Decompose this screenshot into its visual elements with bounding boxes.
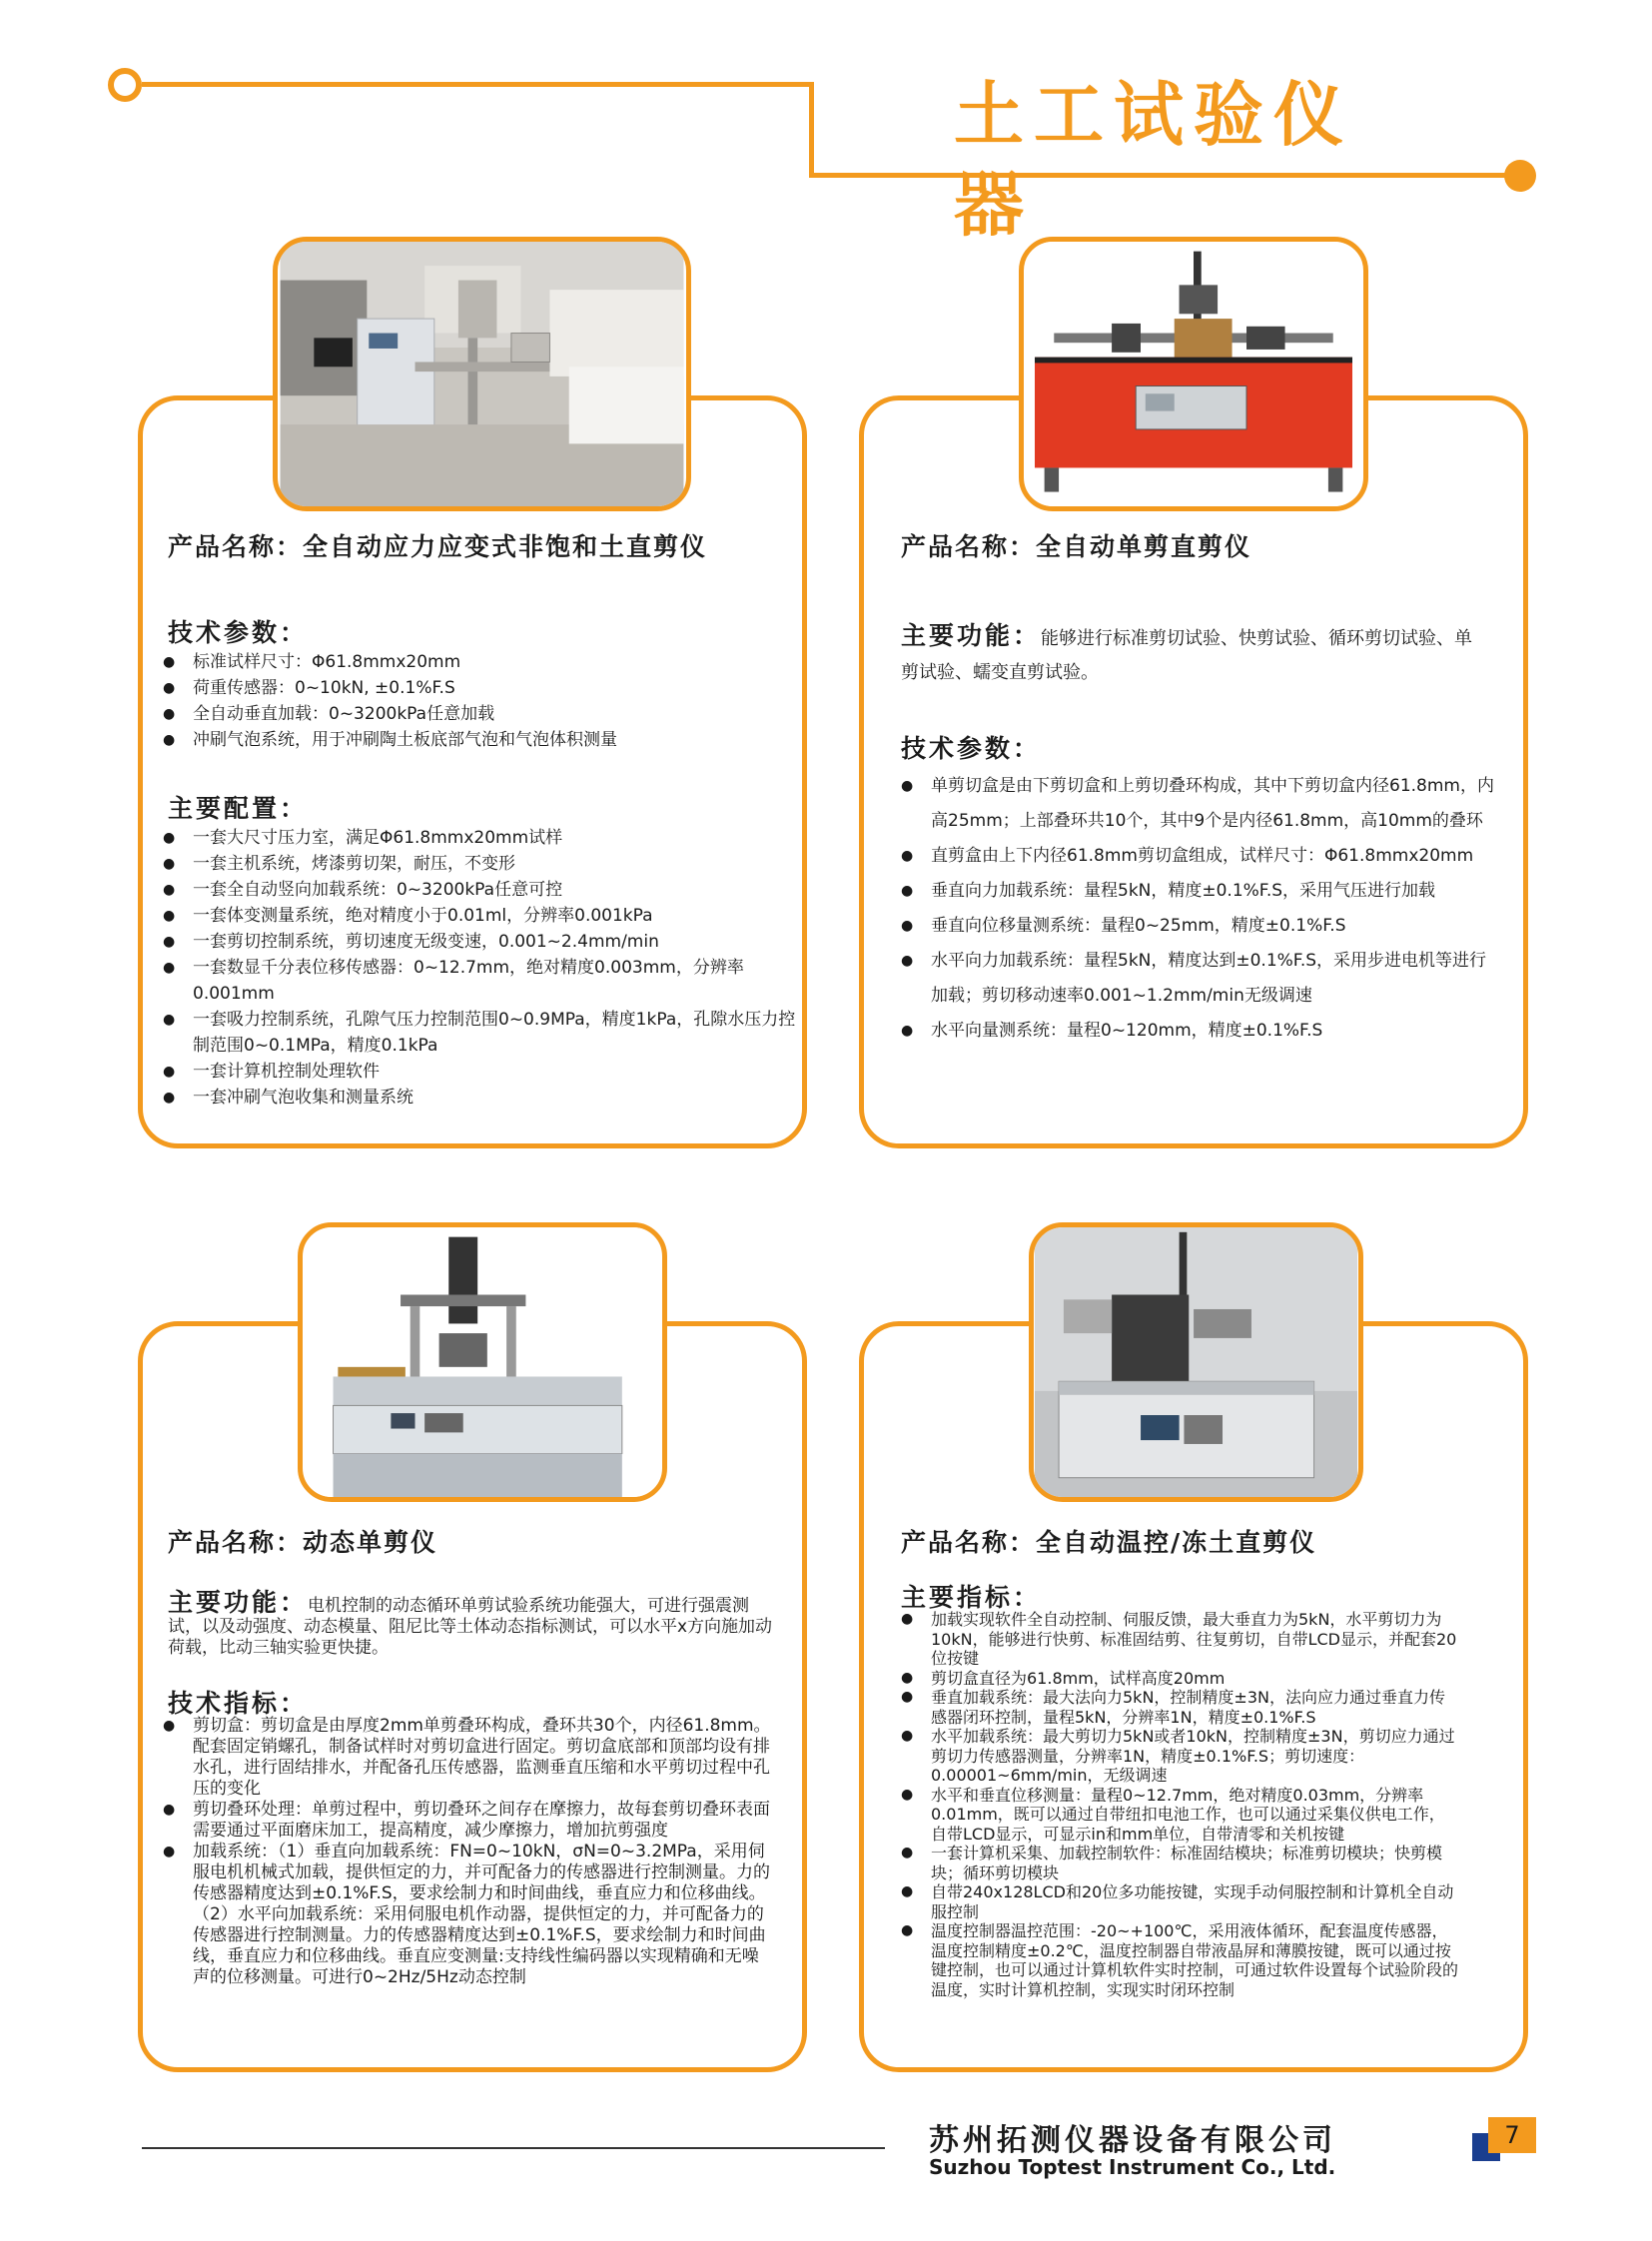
header-line-vertical [809,82,814,178]
list-item: ● 一套吸力控制系统，孔隙气压力控制范围0~0.9MPa，精度1kPa，孔隙水压力控制范围0~0.1MPa，精度0.1kPa [163,1007,797,1059]
product-3-section-title: 技术指标： [168,1689,309,1718]
lab-photo-image [278,242,686,506]
list-item: ● 垂直向位移量测系统：量程0~25mm，精度±0.1%F.S [901,909,1500,944]
page-title: 土工试验仪器 [954,74,1353,246]
product-4-section-title: 主要指标： [901,1583,1042,1612]
list-item: ● 水平向力加载系统：量程5kN，精度达到±0.1%F.S，采用步进电机等进行加载；剪切移动速率0.001~1.2mm/min无级调速 [901,944,1500,1014]
list-item: ● 垂直向力加载系统：量程5kN，精度±0.1%F.S，采用气压进行加载 [901,874,1500,909]
company-name-en: Suzhou Toptest Instrument Co., Ltd. [929,2155,1336,2179]
list-item: ● 水平加载系统：最大剪切力5kN或者10kN，控制精度±3N，剪切应力通过剪切力传感器测量，分辨率1N，精度±0.1%F.S；剪切速度：0.00001~6mm/min，无级调速 [901,1727,1460,1786]
product-3-spec-list [163,1716,772,1988]
footer-divider [142,2147,885,2149]
dynamic-shear-machine-image [303,1227,662,1497]
header-dot-icon [1504,160,1536,192]
product-photo-4 [1029,1222,1363,1502]
product-2-spec-list [901,769,1500,1049]
function-text: 能够进行标准剪切试验、快剪试验、循环剪切试验、单剪试验、蠕变直剪试验。 [901,628,1473,683]
product-photo-3 [298,1222,667,1502]
list-item: ● 垂直加载系统：最大法向力5kN，控制精度±3N，法向应力通过垂直力传感器闭环控制，量程5kN，分辨率1N，精度±0.1%F.S [901,1688,1460,1727]
list-item: ● 剪切盒：剪切盒是由厚度2mm单剪叠环构成，叠环共30个，内径61.8mm。配套固定销螺孔，制备试样时对剪切盒进行固定。剪切盒底部和顶部均设有排水孔，进行固结排水，并配备孔压传感器，监测垂直压缩和水平剪切过程中孔压的变化 [163,1716,772,1800]
list-item: ● 一套全自动竖向加载系统：0~3200kPa任意可控 [163,877,797,903]
list-item: ● 剪切盒直径为61.8mm，试样高度20mm [901,1669,1460,1689]
product-3-function [168,1588,777,1659]
list-item: ● 直剪盒由上下内径61.8mm剪切盒组成，试样尺寸：Φ61.8mmx20mm [901,839,1500,874]
product-1-config-list [163,825,797,1111]
list-item: ● 加载系统：（1）垂直向加载系统：FN=0~10kN，σN=0~3.2MPa，采用伺服电机机械式加载，提供恒定的力，并可配备力的传感器进行控制测量。力的传感器精度达到±0.1%F.S，要求绘制力和时间曲线，垂直应力和位移曲线。（2）水平向加载系统：采用伺服电机作动器，提供恒定的力，并可配备力的传感器进行控制测量。力的传感器精度达到±0.1%F.S，要求绘制力和时间曲线，垂直应力和位移曲线。垂直应变测量:支持线性编码器以实现精确和无噪声的位移测量。可进行0~2Hz/5Hz动态控制 [163,1842,772,1988]
list-item: ● 冲刷气泡系统，用于冲刷陶土板底部气泡和气泡体积测量 [163,727,772,753]
header-line-top [142,82,811,87]
list-item: ● 一套大尺寸压力室，满足Φ61.8mmx20mm试样 [163,825,797,851]
product-photo-2 [1019,237,1368,511]
list-item: ● 标准试样尺寸：Φ61.8mmx20mm [163,649,772,675]
list-item: ● 单剪切盒是由下剪切盒和上剪切叠环构成，其中下剪切盒内径61.8mm，内高25mm；上部叠环共10个，其中9个是内径61.8mm，高10mm的叠环 [901,769,1500,839]
list-item: ● 水平和垂直位移测量：量程0~12.7mm，绝对精度0.03mm，分辨率0.01mm，既可以通过自带纽扣电池工作，也可以通过采集仪供电工作，自带LCD显示，可显示in和mm单位，自带清零和关机按键 [901,1786,1460,1845]
product-3-name: 产品名称：动态单剪仪 [168,1528,438,1557]
company-name-cn: 苏州拓测仪器设备有限公司 [929,2123,1336,2158]
list-item: ● 自带240x128LCD和20位多功能按键，实现手动伺服控制和计算机全自动服控制 [901,1882,1460,1921]
list-item: ● 全自动垂直加载：0~3200kPa任意加载 [163,701,772,727]
function-label: 主要功能： [168,1588,309,1617]
product-1-name: 产品名称：全自动应力应变式非饱和土直剪仪 [168,532,708,561]
list-item: ● 荷重传感器：0~10kN, ±0.1%F.S [163,675,772,701]
list-item: ● 剪切叠环处理：单剪过程中，剪切叠环之间存在摩擦力，故每套剪切叠环表面需要通过平面磨床加工，提高精度，减少摩擦力，增加抗剪强度 [163,1800,772,1842]
list-item: ● 一套体变测量系统，绝对精度小于0.01ml，分辨率0.001kPa [163,903,797,929]
list-item: ● 温度控制器温控范围：-20~+100℃，采用液体循环，配套温度传感器，温度控制精度±0.2℃，温度控制器自带液晶屏和薄膜按键，既可以通过按键控制，也可以通过计算机软件实时控制，可通过软件设置每个试验阶段的温度，实时计算机控制，实现实时闭环控制 [901,1921,1460,1999]
product-1-section-2-title: 主要配置： [168,794,309,823]
list-item: ● 一套主机系统，烤漆剪切架，耐压，不变形 [163,851,797,877]
list-item: ● 一套冲刷气泡收集和测量系统 [163,1085,797,1111]
list-item: ● 水平向量测系统：量程0~120mm，精度±0.1%F.S [901,1014,1500,1049]
list-item: ● 一套数显千分表位移传感器：0~12.7mm，绝对精度0.003mm，分辨率0.001mm [163,955,797,1007]
page-number: 7 [1488,2117,1536,2153]
product-4-spec-list [901,1610,1460,1999]
product-2-section-title: 技术参数： [901,734,1042,763]
direct-shear-machine-image [1024,242,1363,506]
product-1-section-1-title: 技术参数： [168,618,309,647]
header-line-bottom [809,173,1508,178]
function-text: 电机控制的动态循环单剪试验系统功能强大，可进行强震测试，以及动强度、动态模量、阻尼比等土体动态指标测试，可以水平x方向施加动荷载，比动三轴实验更快捷。 [168,1596,773,1658]
list-item: ● 一套计算机采集、加载控制软件：标准固结模块；标准剪切模块；快剪模块；循环剪切模块 [901,1844,1460,1882]
function-label: 主要功能： [901,621,1042,650]
list-item: ● 加载实现软件全自动控制、伺服反馈，最大垂直力为5kN，水平剪切力为10kN，能够进行快剪、标准固结剪、往复剪切，自带LCD显示，并配套20位按键 [901,1610,1460,1669]
product-2-name: 产品名称：全自动单剪直剪仪 [901,532,1252,561]
list-item: ● 一套剪切控制系统，剪切速度无级变速，0.001~2.4mm/min [163,929,797,955]
list-item: ● 一套计算机控制处理软件 [163,1059,797,1085]
header-ring-icon [108,68,142,102]
product-2-function [901,619,1480,690]
frozen-soil-shear-machine-image [1034,1227,1358,1497]
product-photo-1 [273,237,691,511]
product-4-name: 产品名称：全自动温控/冻土直剪仪 [901,1528,1317,1557]
product-1-spec-list [163,649,772,753]
